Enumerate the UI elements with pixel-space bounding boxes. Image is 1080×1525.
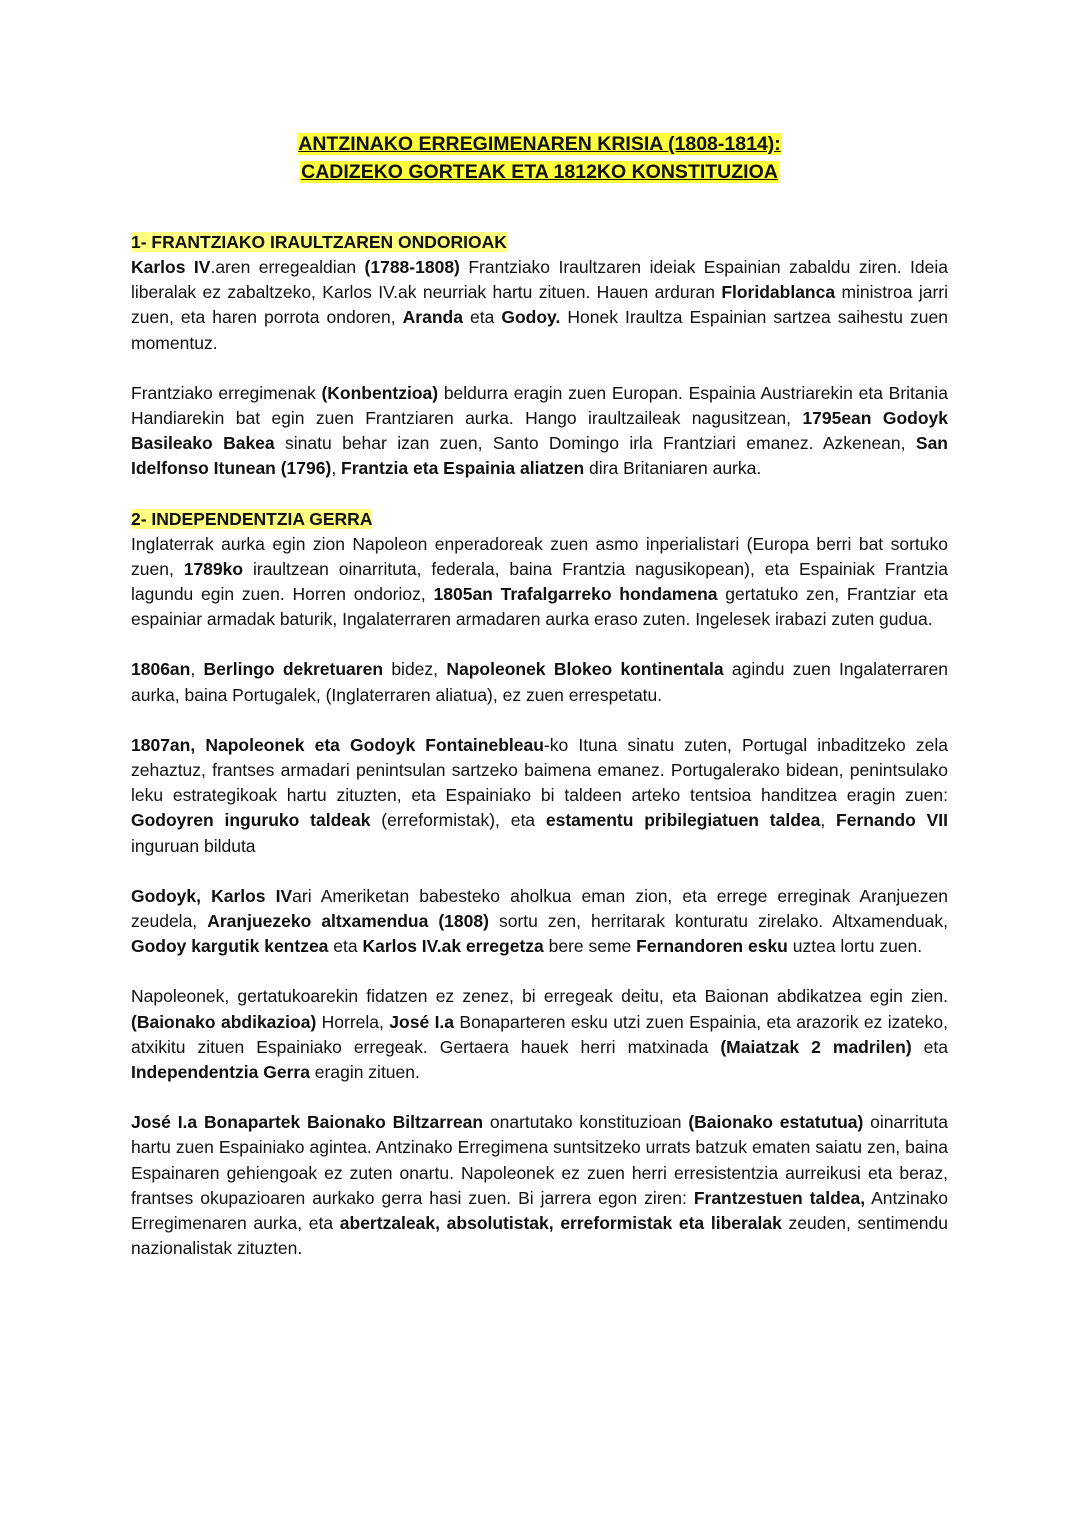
text-run: oinarrituta hartu zuen Espainiako agintea. Antzinako Erregimena suntsitzeko urrats batzuk ematen saiatu zen, baina Espainaren gehiengoak ez zuten onartu. Napoleonek ez zuen herri erresistentzia aurreikusi eta beraz, frantses okupazioaren aurkako gerra hasi zuen. Bi jarrera egon ziren: [131, 1112, 948, 1208]
text-run: , [820, 810, 837, 831]
text-run: Antzinako Erregimenaren aurka, eta [131, 1187, 948, 1234]
text-run: (erreformistak), eta [370, 810, 546, 831]
bold-text: 1807an, Napoleonek eta Godoyk Fontainebleau [131, 734, 544, 755]
document-page [131, 130, 948, 1262]
bold-text: José I.a Bonapartek Baionako Biltzarrean [131, 1112, 484, 1133]
title-line-1: ANTZINAKO ERREGIMENAREN KRISIA (1808-1814): [298, 133, 781, 155]
text-run: Bonaparteren esku utzi zuen Espainia, eta arazorik ez izateko, atxikitu zituen Espainiako erregeak. Gertaera hauek herri matxinada [131, 1011, 949, 1057]
bold-text: Aranjuezeko altxamendua (1808) [207, 911, 489, 932]
text-run: zeuden, sentimendu nazionalistak zituzten. [131, 1213, 948, 1259]
paragraph [131, 657, 948, 707]
text-run: uztea lortu zuen. [787, 936, 923, 957]
bold-text: José I.a [389, 1011, 455, 1032]
bold-text: estamentu pribilegiatuen taldea [545, 810, 821, 831]
text-run: , [331, 458, 342, 479]
paragraph [131, 1110, 948, 1261]
bold-text: Karlos IV [131, 257, 211, 277]
paragraph [131, 381, 948, 482]
bold-text: Frantzia eta Espainia aliatzen [341, 458, 585, 479]
paragraph [131, 532, 948, 633]
text-run: .aren erregealdian [210, 257, 365, 277]
bold-text: San Idelfonso Itunean (1796) [131, 433, 948, 479]
document-title [131, 130, 948, 186]
text-run: ari Ameriketan babesteko aholkua eman zion, eta errege erreginak Aranjuezen zeudela, [131, 885, 948, 932]
text-run: eta [462, 307, 502, 328]
bold-text: Independentzia Gerra [131, 1062, 310, 1083]
bold-text: Godoyk, Karlos IV [131, 885, 293, 906]
text-run: gertatuko zen, Frantziar eta espainiar armadak baturik, Ingalaterraren armadaren aurka eraso zuten. Ingelesek irabazi zuten gudua. [131, 584, 948, 630]
text-run: , [190, 659, 204, 680]
paragraph [131, 255, 948, 356]
text-run: Horrela, [316, 1011, 390, 1032]
text-run: inguruan bilduta [131, 835, 256, 856]
bold-text: (1788-1808) [364, 257, 460, 277]
bold-text: Berlingo dekretuaren [203, 659, 384, 680]
bold-text: (Konbentzioa) [321, 382, 439, 403]
text-run: eragin zituen. [309, 1062, 420, 1083]
bold-text: Fernando VII [836, 810, 948, 831]
bold-text: Karlos IV.ak erregetza [362, 936, 544, 957]
text-run: bidez, [383, 659, 447, 680]
text-run: Frantziako Iraultzaren ideiak Espainian zabaldu ziren. Ideia liberalak ez zabaltzeko, Karlos IV.ak neurriak hartu zituen. Hauen arduran [131, 257, 949, 303]
text-run: agindu zuen Ingalaterraren aurka, baina Portugalek, (Inglaterraren aliatua), ez zuen errespetatu. [131, 659, 948, 705]
bold-text: (Maiatzak 2 madrilen) [720, 1036, 912, 1057]
title-line-2: CADIZEKO GORTEAK ETA 1812KO KONSTITUZIOA [301, 161, 778, 183]
bold-text: Godoyren inguruko taldeak [131, 810, 371, 831]
text-run: ministroa jarri zuen, eta haren porrota ondoren, [131, 282, 948, 328]
section-1-heading: 1- FRANTZIAKO IRAULTZAREN ONDORIOAK [131, 232, 507, 252]
text-run: eta [328, 936, 363, 957]
text-run: -ko Ituna sinatu zuten, Portugal inbaditzeko zela zehaztuz, frantses armadari penintsulan sartzeko baimena emanez. Portugalerako bidean, penintsulako leku estrategikoak hartu zituzten, eta Espainiako bi taldeen arteko tentsioa handitzea eragin zuen: [131, 734, 949, 806]
text-run: Frantziako erregimenak [131, 382, 322, 403]
text-run: dira Britaniaren aurka. [584, 458, 762, 479]
paragraph [131, 884, 948, 960]
text-run: sinatu behar izan zuen, Santo Domingo irla Frantziari emanez. Azkenean, [274, 433, 916, 454]
paragraph [131, 984, 948, 1085]
text-run: Inglaterrak aurka egin zion Napoleon enperadoreak zuen asmo inperialistari (Europa berri bat sortuko zuen, [131, 533, 948, 579]
bold-text: 1795ean Godoyk Basileako Bakea [131, 408, 948, 454]
text-run: iraultzean oinarrituta, federala, baina Frantzia nagusikopean), eta Espainiak Frantzia lagundu egin zuen. Horren ondorioz, [131, 558, 948, 605]
bold-text: Godoy. [501, 307, 561, 328]
bold-text: 1789ko [183, 558, 244, 579]
text-run: sortu zen, herritarak konturatu zirelako. Altxamenduak, [488, 911, 948, 932]
text-run: bere seme [543, 936, 637, 957]
bold-text: (Baionako abdikazioa) [131, 1011, 317, 1032]
text-run: Napoleonek, gertatukoarekin fidatzen ez zenez, bi erregeak deitu, eta Baionan abdikatzea egin zien. [131, 986, 948, 1007]
bold-text: 1805an Trafalgarreko hondamena [433, 584, 718, 605]
text-run: beldurra eragin zuen Europan. Espainia Austriarekin eta Britania Handiarekin bat egin zuen Frantziaren aurka. Hango iraultzaileak nagusitzean, [131, 382, 948, 429]
bold-text: (Baionako estatutua) [688, 1112, 864, 1133]
text-run: onartutako konstituzioan [483, 1112, 689, 1133]
section-2-heading: 2- INDEPENDENTZIA GERRA [131, 508, 373, 529]
text-run: eta [911, 1036, 949, 1057]
bold-text: 1806an [131, 659, 191, 680]
bold-text: Napoleonek Blokeo kontinentala [446, 659, 724, 680]
bold-text: Frantzestuen taldea, [693, 1187, 866, 1208]
bold-text: abertzaleak, absolutistak, erreformistak eta liberalak [339, 1213, 782, 1234]
bold-text: Godoy kargutik kentzea [131, 936, 329, 957]
bold-text: Floridablanca [721, 282, 836, 303]
paragraph [131, 733, 948, 859]
bold-text: Fernandoren esku [636, 936, 788, 957]
text-run: Honek Iraultza Espainian sartzea saihestu zuen momentuz. [131, 307, 948, 353]
bold-text: Aranda [402, 307, 463, 328]
